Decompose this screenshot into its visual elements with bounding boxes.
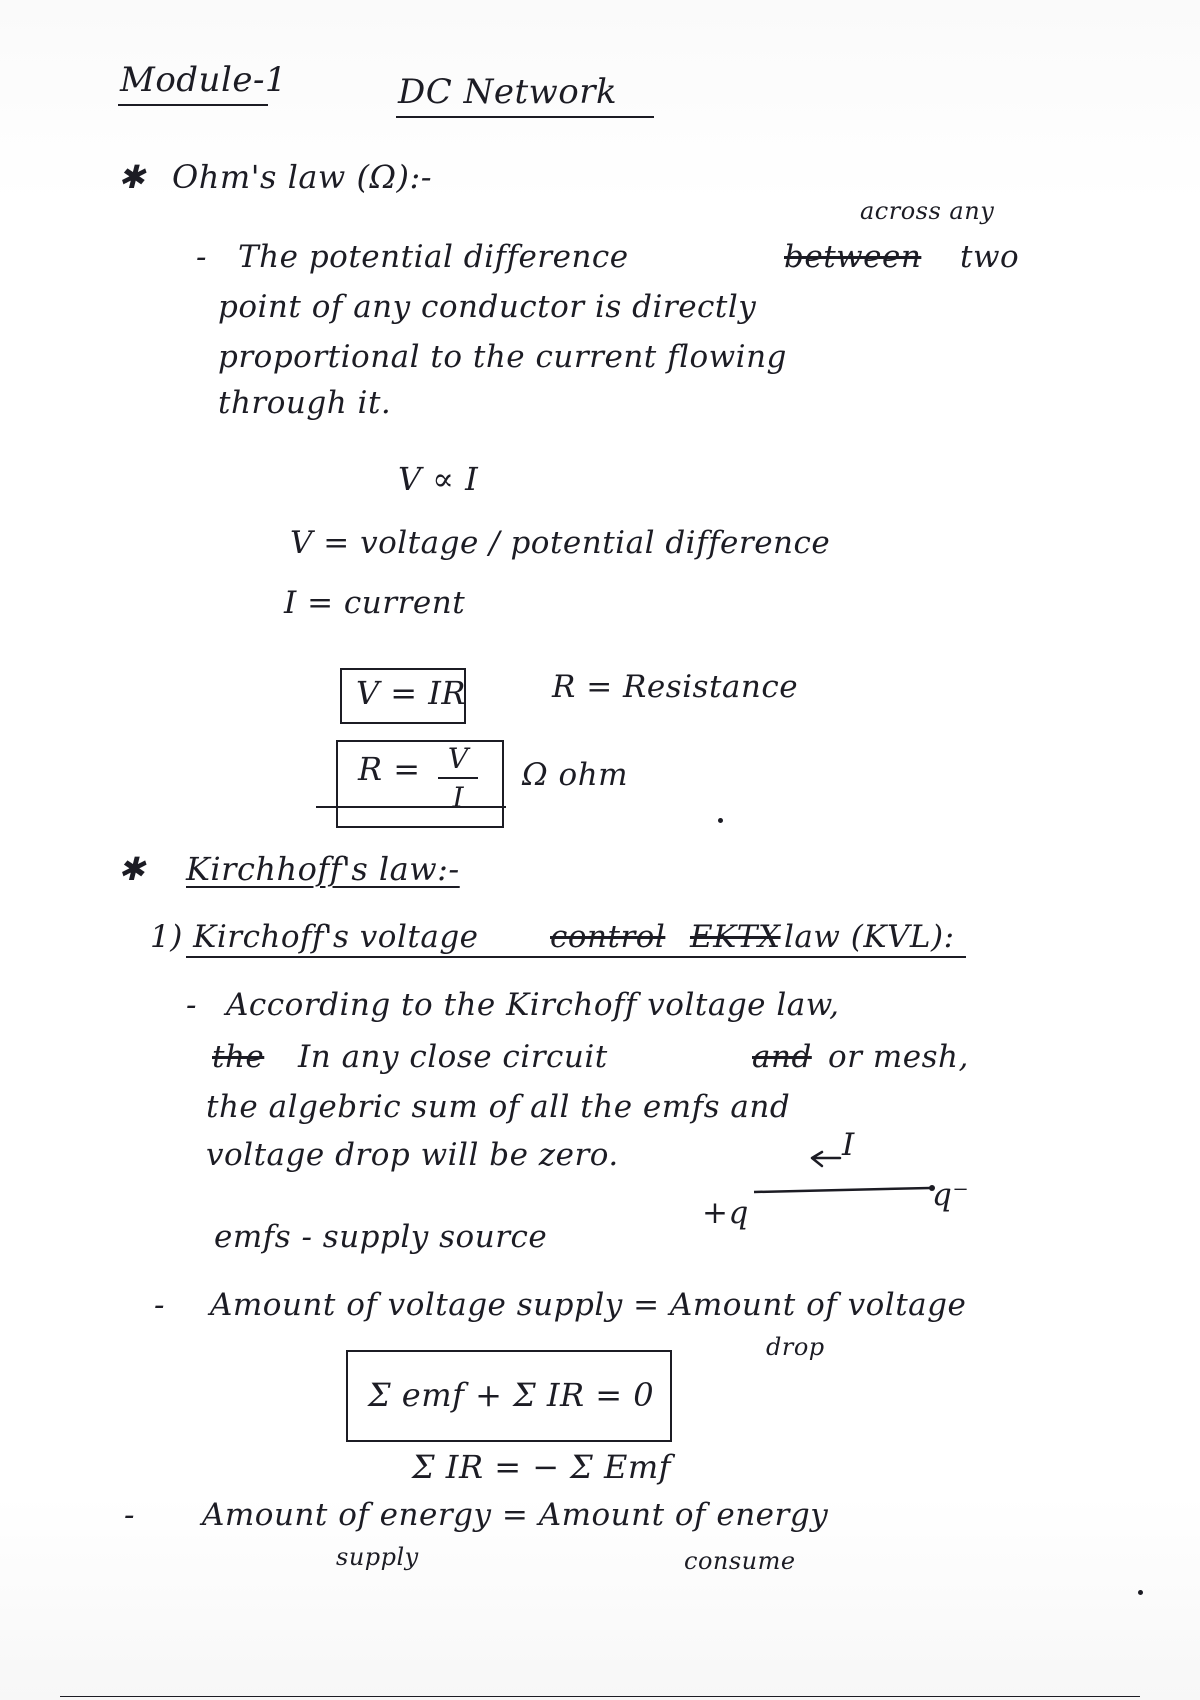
ohms-text-line1-end: two [960,239,1020,275]
kvl-text-line3: the algebric sum of all the emfs and [206,1089,791,1125]
star-bullet-icon-2: ✱ [118,850,146,888]
kvl-heading-prefix: 1) Kirchoff's voltage [150,919,479,955]
kvl-text-line4: voltage drop will be zero. [206,1137,619,1173]
ohms-law-heading: Ohm's law (Ω):- [172,158,433,196]
ohms-text-line3: proportional to the current flowing [218,339,787,375]
star-bullet-icon: ✱ [118,158,146,196]
formula-r-fraction [438,742,478,814]
formula-kvl: Σ emf + Σ IR = 0 [368,1376,655,1414]
energy-text-line1: Amount of energy = Amount of energy [202,1497,829,1533]
proportional-relation: V ∝ I [398,460,479,498]
topic-underline [396,116,654,118]
bullet-dash-4: - [124,1497,135,1533]
margin-dot [1138,1590,1143,1595]
definition-r: R = Resistance [552,669,799,705]
page-bottom-line [60,1696,1140,1697]
definition-i: I = current [284,585,466,621]
ohms-text-line1: The potential difference [238,239,629,275]
kvl-text-line2-end: or mesh, [828,1039,969,1075]
kvl-text-line1: According to the Kirchoff voltage law, [226,987,840,1023]
formula-vir: V = IR [356,674,466,712]
module-label: Module-1 [120,60,288,100]
resistance-unit: Ω ohm [522,757,629,793]
formula-kvl-rearranged: Σ IR = − Σ Emf [412,1448,672,1486]
fraction-bar [438,777,478,779]
negative-charge-label: q⁻ [932,1177,970,1213]
kvl-text-line2: In any close circuit [298,1039,608,1075]
formula-r-left: R = [358,750,421,788]
current-arrow-label: I [842,1127,855,1163]
fraction-denominator: I [452,781,464,814]
definition-v: V = voltage / potential difference [290,525,831,561]
bullet-dash: - [196,239,207,275]
kvl-struck-word: control [550,919,666,955]
current-arrow-diagram [740,1150,960,1210]
kvl-underline [186,956,966,958]
kvl-heading-suffix: law (KVL): [784,919,955,955]
kvl-text-p2-line1: Amount of voltage supply = Amount of voltage [210,1287,967,1323]
bullet-dash-2: - [186,987,197,1023]
kvl-struck-the: the [212,1039,265,1075]
energy-text-consume: consume [684,1547,796,1575]
kvl-struck-word-2: EKTX [690,919,781,955]
ohms-text-line4: through it. [218,385,392,421]
topic-title: DC Network [398,72,618,112]
positive-charge-label: +q [702,1195,749,1231]
module-underline [118,104,268,106]
across-annotation: across any [860,197,995,225]
kvl-struck-and: and [752,1039,812,1075]
emfs-definition: emfs - supply source [214,1219,548,1255]
kirchhoff-heading: Kirchhoff's law:- [186,850,460,888]
stray-dot [718,818,723,823]
struck-word: between [784,239,922,275]
energy-text-supply: supply [336,1543,419,1571]
bullet-dash-3: - [154,1287,165,1323]
kvl-text-p2-line2: drop [766,1333,825,1361]
ohms-text-line2: point of any conductor is directly [218,289,757,325]
fraction-numerator: V [447,742,469,775]
